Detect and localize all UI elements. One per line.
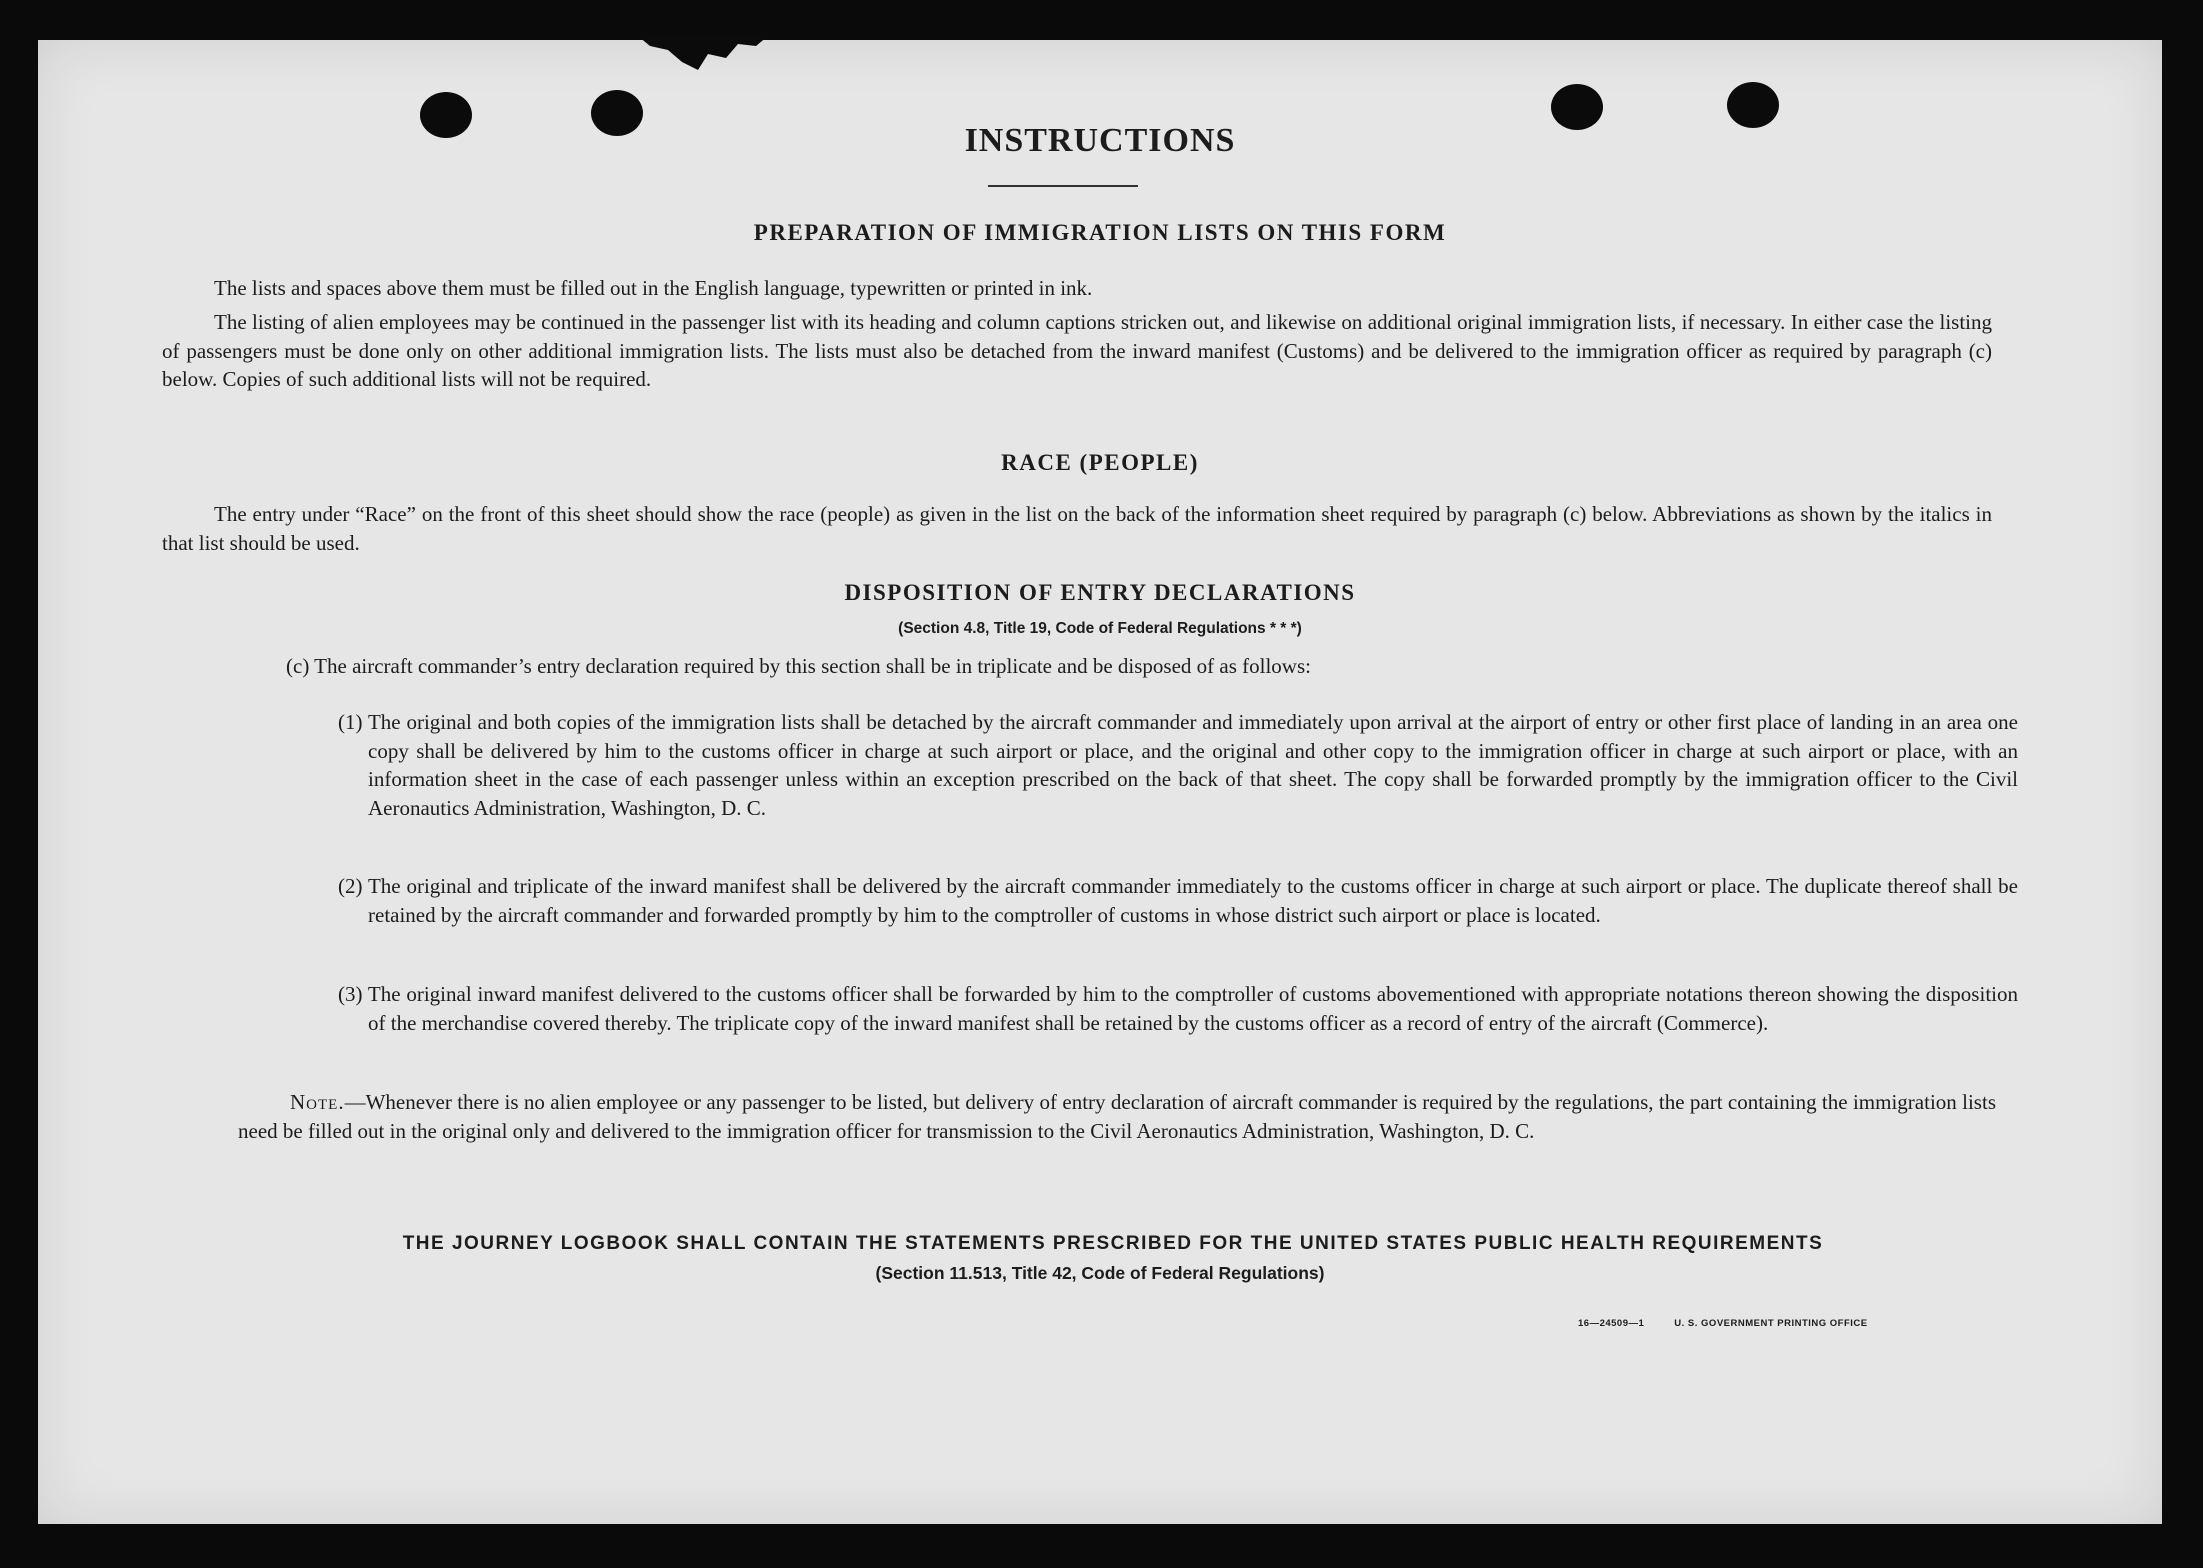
printer-imprint (1578, 1318, 1898, 1329)
preparation-paragraph-2: The listing of alien employees may be continued in the passenger list with its heading and column captions stricken out, and likewise on additional original immigration lists, if necessary. In either case the listing of passengers must be done only on other additional immigration lists. The lists must also be detached from the inward manifest (Customs) and be delivered to the immigration officer as required by paragraph (c) below. Copies of such additional lists will not be required. (162, 310, 1992, 391)
document-page (38, 40, 2162, 1524)
race-heading: RACE (PEOPLE) (1001, 450, 1199, 475)
printing-office: U. S. GOVERNMENT PRINTING OFFICE (1674, 1318, 1868, 1329)
logbook-requirement: THE JOURNEY LOGBOOK SHALL CONTAIN THE STATEMENTS PRESCRIBED FOR THE UNITED STATES PUBLIC HEALTH REQUIREMENTS (402, 1233, 1824, 1254)
disposition-intro: (c) The aircraft commander’s entry declaration required by this section shall be in triplicate and be disposed of as follows: (286, 654, 1311, 678)
disposition-item-2: (2) The original and triplicate of the inward manifest shall be delivered by the aircraft commander immediately to the customs officer in charge at such airport or place. The duplicate thereof shall be retained by the aircraft commander and forwarded promptly by him to the comptroller of customs in whose district such airport or place is located. (338, 874, 2018, 927)
form-number: 16—24509—1 (1578, 1318, 1645, 1329)
disposition-subheading: (Section 4.8, Title 19, Code of Federal Regulations * * *) (898, 620, 1302, 637)
disposition-heading: DISPOSITION OF ENTRY DECLARATIONS (844, 580, 1356, 605)
preparation-paragraph-1: The lists and spaces above them must be filled out in the English language, typewritten or printed in ink. (214, 276, 1093, 300)
race-paragraph: The entry under “Race” on the front of this sheet should show the race (people) as given in the list on the back of the information sheet required by paragraph (c) below. Abbreviations as shown by the italics in that list should be used. (162, 502, 1992, 555)
disposition-item-3: (3) The original inward manifest delivered to the customs officer shall be forwarded by him to the comptroller of customs abovementioned with appropriate notations thereon showing the disposition of the merchandise covered thereby. The triplicate copy of the inward manifest shall be retained by the customs officer as a record of entry of the aircraft (Commerce). (338, 982, 2018, 1035)
note-paragraph: Note.—Whenever there is no alien employee or any passenger to be listed, but delivery of entry declaration of aircraft commander is required by the regulations, the part containing the immigration lists need be filled out in the original only and delivered to the immigration officer for transmission to the Civil Aeronautics Administration, Washington, D. C. (238, 1090, 1996, 1143)
title-rule (988, 185, 1138, 187)
paper-tear (638, 36, 768, 96)
note-label: Note. (290, 1090, 345, 1114)
logbook-citation: (Section 11.513, Title 42, Code of Federal Regulations) (875, 1263, 1325, 1283)
disposition-item-1: (1) The original and both copies of the immigration lists shall be detached by the aircraft commander and immediately upon arrival at the airport of entry or other first place of landing in an area one copy shall be delivered by him to the customs officer in charge at such airport or place, and the original and other copy to the immigration officer in charge at such airport or place, with an information sheet in the case of each passenger unless within an exception prescribed on the back of that sheet. The copy shall be forwarded promptly by the immigration officer to the Civil Aeronautics Administration, Washington, D. C. (338, 710, 2018, 820)
preparation-heading: PREPARATION OF IMMIGRATION LISTS ON THIS FORM (753, 220, 1447, 245)
page-title: INSTRUCTIONS (964, 122, 1236, 159)
